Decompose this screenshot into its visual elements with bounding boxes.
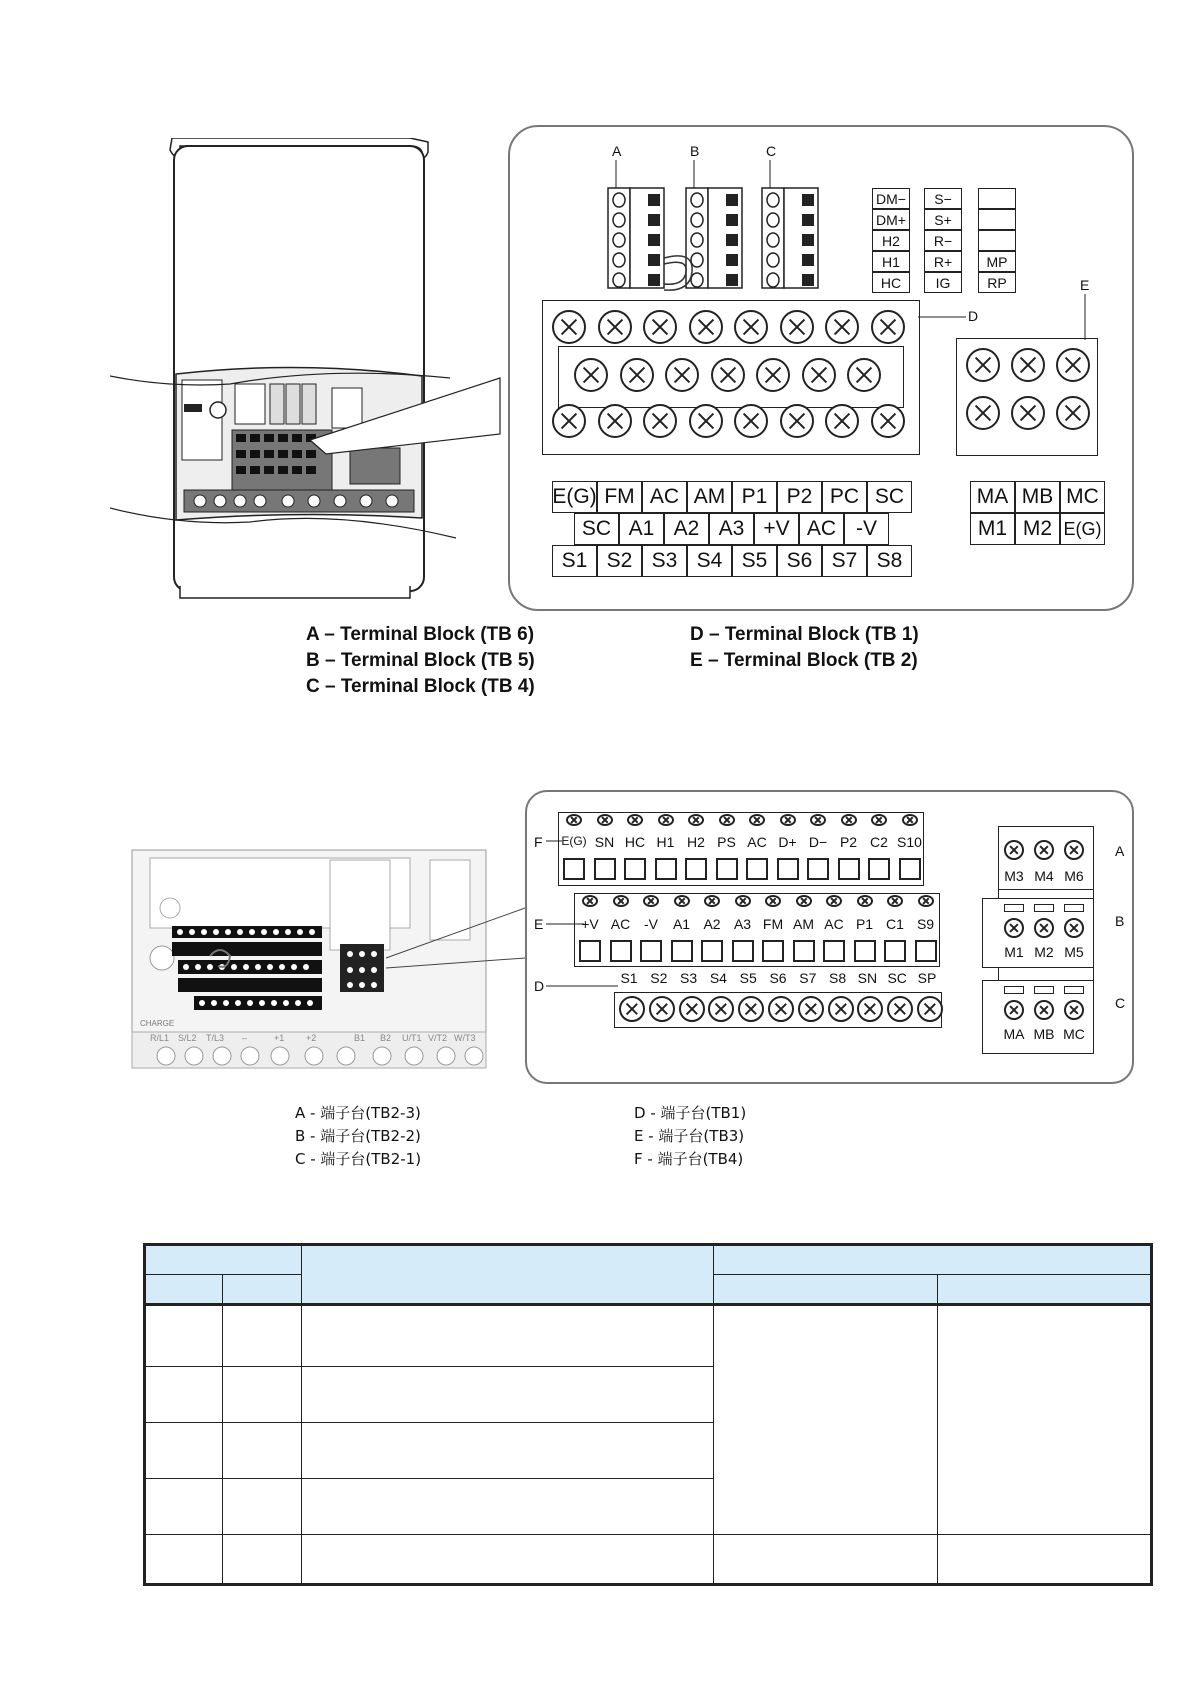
- table-cell: [714, 1535, 938, 1585]
- terminal-screw: [627, 814, 643, 826]
- table-cell: [145, 1367, 223, 1423]
- terminal-screw: [1064, 1000, 1084, 1020]
- terminal-label: A1: [619, 513, 664, 545]
- table-header-cell: [302, 1245, 714, 1305]
- terminal-label: P1: [732, 481, 777, 513]
- terminal-label: S4: [709, 970, 727, 986]
- signal-label-column-3: [978, 188, 1016, 293]
- terminal-screw: [658, 814, 674, 826]
- terminal-slot: [1034, 904, 1054, 912]
- terminal-label: AC: [824, 916, 844, 932]
- table-cell: [714, 1305, 938, 1535]
- table-cell: [302, 1479, 714, 1535]
- drive-unit-illustration: [110, 138, 530, 608]
- terminal-label: S1: [620, 970, 638, 986]
- terminal-label: AC: [799, 513, 844, 545]
- table-cell: [302, 1367, 714, 1423]
- terminal-label: SC: [887, 970, 907, 986]
- terminal-label: M4: [1034, 868, 1054, 884]
- terminal-screw: [1056, 348, 1090, 382]
- terminal-label: E(G): [552, 481, 597, 513]
- row-leaders: [546, 830, 626, 1000]
- terminal-slot: [823, 940, 845, 962]
- terminal-label: SC: [867, 481, 912, 513]
- table-cell: [302, 1535, 714, 1585]
- terminal-screw: [620, 358, 654, 392]
- terminal-screw: [665, 358, 699, 392]
- terminal-screw: [1004, 840, 1024, 860]
- signal-label: [978, 230, 1016, 251]
- table-cell: [223, 1367, 302, 1423]
- terminal-label: A3: [733, 916, 752, 932]
- terminal-screw: [1034, 1000, 1054, 1020]
- terminal-slot: [899, 858, 921, 880]
- callout-e-leader: [1080, 294, 1090, 340]
- terminal-label: A1: [672, 916, 691, 932]
- table-cell: [938, 1305, 1152, 1535]
- terminal-screw: [828, 996, 854, 1022]
- signal-label: R+: [924, 251, 962, 272]
- signal-label-column-1: [872, 188, 910, 293]
- terminal-screw: [749, 814, 765, 826]
- terminal-label: U/T1: [402, 1033, 422, 1043]
- terminal-screw: [598, 404, 632, 438]
- terminal-label: S3: [642, 545, 687, 577]
- callout-b-label: B: [690, 143, 700, 159]
- terminal-screw: [704, 895, 720, 907]
- terminal-label: M6: [1064, 868, 1084, 884]
- terminal-screw: [966, 348, 1000, 382]
- terminal-label: H1: [656, 834, 675, 850]
- table-cell: [145, 1479, 223, 1535]
- terminal-label: S7: [799, 970, 817, 986]
- signal-label: R−: [924, 230, 962, 251]
- terminal-label: +2: [306, 1033, 317, 1043]
- terminal-label: E(G): [1060, 513, 1105, 545]
- terminal-slot: [1064, 904, 1084, 912]
- terminal-screw: [719, 814, 735, 826]
- table-cell: [145, 1305, 223, 1367]
- terminal-label: PC: [822, 481, 867, 513]
- table-cell: [145, 1535, 223, 1585]
- terminal-label: FM: [597, 481, 642, 513]
- terminal-label: A3: [709, 513, 754, 545]
- terminal-slot: [793, 940, 815, 962]
- terminal-label: S8: [867, 545, 912, 577]
- block-b-label: B: [1115, 913, 1125, 929]
- caption2-a: A - 端子台(TB2-3): [295, 1104, 421, 1122]
- table-cell: [223, 1479, 302, 1535]
- row-f-label: F: [534, 834, 543, 850]
- terminal-screw: [597, 814, 613, 826]
- terminal-label: S7: [822, 545, 867, 577]
- terminal-screw: [756, 358, 790, 392]
- terminal-slot: [640, 940, 662, 962]
- terminal-label: V/T2: [428, 1033, 448, 1043]
- terminal-screw: [1056, 396, 1090, 430]
- terminal-label: S8: [829, 970, 847, 986]
- terminal-label: C2: [870, 834, 888, 850]
- block-c-label: C: [1115, 995, 1126, 1011]
- caption2-d: D - 端子台(TB1): [634, 1104, 747, 1122]
- callout-c-label: C: [766, 143, 777, 159]
- signal-label: H1: [872, 251, 910, 272]
- terminal-label: P2: [777, 481, 822, 513]
- terminal-slot: [655, 858, 677, 880]
- caption-e: E – Terminal Block (TB 2): [690, 650, 918, 671]
- terminal-label: S5: [732, 545, 777, 577]
- terminal-screw: [1011, 348, 1045, 382]
- terminal-screw: [679, 996, 705, 1022]
- terminal-label: S6: [769, 970, 787, 986]
- terminal-screw: [643, 895, 659, 907]
- terminal-screw: [918, 895, 934, 907]
- terminal-screw: [798, 996, 824, 1022]
- table-cell: [223, 1305, 302, 1367]
- terminal-screw: [689, 310, 723, 344]
- terminal-label: T/L3: [206, 1033, 225, 1043]
- terminal-screw: [1064, 840, 1084, 860]
- terminal-label: M1: [1004, 944, 1024, 960]
- terminal-label: P2: [839, 834, 858, 850]
- block-a-label: A: [1115, 843, 1125, 859]
- table-cell: [223, 1535, 302, 1585]
- terminal-label: AM: [687, 481, 732, 513]
- terminal-screw: [649, 996, 675, 1022]
- terminal-screw: [598, 310, 632, 344]
- terminal-screw: [735, 895, 751, 907]
- terminal-label: S10: [897, 834, 922, 850]
- terminal-slot: [671, 940, 693, 962]
- terminal-label: B1: [354, 1033, 366, 1043]
- table-cell: [302, 1423, 714, 1479]
- signal-label: MP: [978, 251, 1016, 272]
- signal-label: S−: [924, 188, 962, 209]
- terminal-label: S3: [680, 970, 698, 986]
- terminal-screw: [917, 996, 943, 1022]
- terminal-label: SN: [594, 834, 615, 850]
- terminal-screw: [841, 814, 857, 826]
- charge-label: CHARGE: [140, 1019, 175, 1028]
- terminal-slot: [1034, 986, 1054, 994]
- terminal-slot: [854, 940, 876, 962]
- terminal-screw: [902, 814, 918, 826]
- terminal-label: H2: [687, 834, 705, 850]
- terminal-label: MC: [1063, 1026, 1085, 1042]
- terminal-label: SC: [574, 513, 619, 545]
- terminal-screw: [734, 310, 768, 344]
- terminal-label: MA: [970, 481, 1015, 513]
- terminal-slot: [777, 858, 799, 880]
- terminal-slot: [868, 858, 890, 880]
- terminal-screw: [871, 404, 905, 438]
- terminal-screw: [768, 996, 794, 1022]
- terminal-screw: [1004, 918, 1024, 938]
- terminal-screw: [643, 310, 677, 344]
- terminal-screw: [857, 895, 873, 907]
- terminal-label: PS: [717, 834, 736, 850]
- terminal-screw: [1034, 918, 1054, 938]
- terminal-screw: [887, 996, 913, 1022]
- callout-d-label: D: [968, 308, 979, 324]
- terminal-screw: [643, 404, 677, 438]
- terminal-label: MB: [1033, 1026, 1055, 1042]
- signal-label: IG: [924, 272, 962, 293]
- terminal-screw: [796, 895, 812, 907]
- terminal-label: SN: [857, 970, 878, 986]
- terminal-label: HC: [624, 834, 646, 850]
- terminal-screw: [566, 814, 582, 826]
- table-header-cell: [145, 1275, 223, 1305]
- terminal-screw: [826, 895, 842, 907]
- terminal-label: +V: [754, 513, 799, 545]
- terminal-label: AC: [610, 916, 631, 932]
- terminal-label: S1: [552, 545, 597, 577]
- table-header-cell: [938, 1275, 1152, 1305]
- terminal-slot: [624, 858, 646, 880]
- caption-d: D – Terminal Block (TB 1): [690, 624, 919, 645]
- terminal-label: S4: [687, 545, 732, 577]
- terminal-screw: [966, 396, 1000, 430]
- caption-b: B – Terminal Block (TB 5): [306, 650, 535, 671]
- terminal-label: S6: [777, 545, 822, 577]
- terminal-screw: [688, 814, 704, 826]
- terminal-label: D+: [778, 834, 797, 850]
- terminal-screw: [887, 895, 903, 907]
- terminal-label: SP: [917, 970, 937, 986]
- caption2-b: B - 端子台(TB2-2): [295, 1127, 421, 1145]
- terminal-label: AM: [793, 916, 814, 932]
- terminal-label: MB: [1015, 481, 1060, 513]
- caption2-c: C - 端子台(TB2-1): [295, 1150, 422, 1168]
- small-terminal-blocks: [600, 160, 830, 295]
- terminal-screw: [765, 895, 781, 907]
- drive-board-labels: [140, 1019, 480, 1047]
- terminal-screw: [552, 310, 586, 344]
- terminal-slot: [1004, 986, 1024, 994]
- terminal-label: A2: [703, 916, 721, 932]
- terminal-screw: [734, 404, 768, 438]
- table-cell: [302, 1305, 714, 1367]
- signal-label: [978, 209, 1016, 230]
- terminal-screw: [738, 996, 764, 1022]
- callout-a-label: A: [612, 143, 622, 159]
- table-header-cell: [223, 1275, 302, 1305]
- callout-e-label: E: [1080, 277, 1090, 293]
- terminal-screw: [780, 814, 796, 826]
- terminal-screw: [1034, 840, 1054, 860]
- spec-table: [143, 1243, 1153, 1586]
- caption-a: A – Terminal Block (TB 6): [306, 624, 535, 645]
- caption2-f: F - 端子台(TB4): [634, 1150, 744, 1168]
- terminal-screw: [1004, 1000, 1024, 1020]
- terminal-label: E(G): [561, 834, 587, 848]
- terminal-label: B2: [380, 1033, 392, 1043]
- terminal-screw: [711, 358, 745, 392]
- signal-label: H2: [872, 230, 910, 251]
- terminal-screw: [674, 895, 690, 907]
- terminal-slot: [1064, 986, 1084, 994]
- terminal-slot: [762, 940, 784, 962]
- terminal-label: M3: [1004, 868, 1024, 884]
- table-cell: [223, 1423, 302, 1479]
- terminal-screw: [780, 310, 814, 344]
- terminal-label: +1: [274, 1033, 285, 1043]
- terminal-label: C1: [886, 916, 904, 932]
- signal-label: [978, 188, 1016, 209]
- terminal-screw: [1064, 918, 1084, 938]
- terminal-label: S5: [739, 970, 757, 986]
- terminal-screw: [802, 358, 836, 392]
- terminal-label: AC: [642, 481, 687, 513]
- table-header-cell: [145, 1245, 302, 1275]
- terminal-slot: [1004, 904, 1024, 912]
- signal-label: S+: [924, 209, 962, 230]
- signal-label: DM−: [872, 188, 910, 209]
- signal-label: RP: [978, 272, 1016, 293]
- terminal-screw: [780, 404, 814, 438]
- terminal-screw: [574, 358, 608, 392]
- terminal-label: +V: [581, 916, 599, 932]
- terminal-slot: [685, 858, 707, 880]
- terminal-label: M2: [1015, 513, 1060, 545]
- terminal-label: MA: [1003, 1026, 1025, 1042]
- signal-label: HC: [872, 272, 910, 293]
- terminal-label: P1: [855, 916, 874, 932]
- terminal-label: MC: [1060, 481, 1105, 513]
- terminal-label: M2: [1034, 944, 1054, 960]
- terminal-slot: [746, 858, 768, 880]
- terminal-screw: [871, 814, 887, 826]
- terminal-screw: [810, 814, 826, 826]
- terminal-slot: [807, 858, 829, 880]
- terminal-label: -V: [644, 916, 658, 932]
- terminal-label: R/L1: [150, 1033, 170, 1043]
- caption-c: C – Terminal Block (TB 4): [306, 676, 535, 697]
- terminal-label: S2: [650, 970, 668, 986]
- terminal-slot: [732, 940, 754, 962]
- terminal-label: D−: [808, 834, 828, 850]
- terminal-screw: [871, 310, 905, 344]
- terminal-label: M5: [1064, 944, 1084, 960]
- terminal-label: A2: [664, 513, 709, 545]
- terminal-label: M1: [970, 513, 1015, 545]
- caption2-e: E - 端子台(TB3): [634, 1127, 745, 1145]
- signal-label: DM+: [872, 209, 910, 230]
- terminal-slot: [701, 940, 723, 962]
- terminal-label: S9: [916, 916, 935, 932]
- table-header-cell: [714, 1245, 1152, 1275]
- terminal-slot: [884, 940, 906, 962]
- terminal-label: S2: [597, 545, 642, 577]
- terminal-slot: [838, 858, 860, 880]
- terminal-screw: [1011, 396, 1045, 430]
- terminal-screw: [689, 404, 723, 438]
- terminal-slot: [716, 858, 738, 880]
- terminal-screw: [552, 404, 586, 438]
- terminal-label: W/T3: [454, 1033, 476, 1043]
- terminal-screw: [825, 310, 859, 344]
- terminal-label: –: [242, 1033, 248, 1043]
- terminal-label: -V: [844, 513, 889, 545]
- terminal-label: AC: [747, 834, 767, 850]
- table-cell: [938, 1535, 1152, 1585]
- terminal-label: S/L2: [178, 1033, 197, 1043]
- table-header-cell: [714, 1275, 938, 1305]
- terminal-slot: [915, 940, 937, 962]
- terminal-screw: [825, 404, 859, 438]
- callout-d-leader: [918, 312, 968, 322]
- terminal-screw: [847, 358, 881, 392]
- terminal-label: FM: [762, 916, 784, 932]
- row-d-label: D: [534, 978, 545, 994]
- row-e-label: E: [534, 916, 544, 932]
- table-cell: [145, 1423, 223, 1479]
- signal-label-column-2: [924, 188, 962, 293]
